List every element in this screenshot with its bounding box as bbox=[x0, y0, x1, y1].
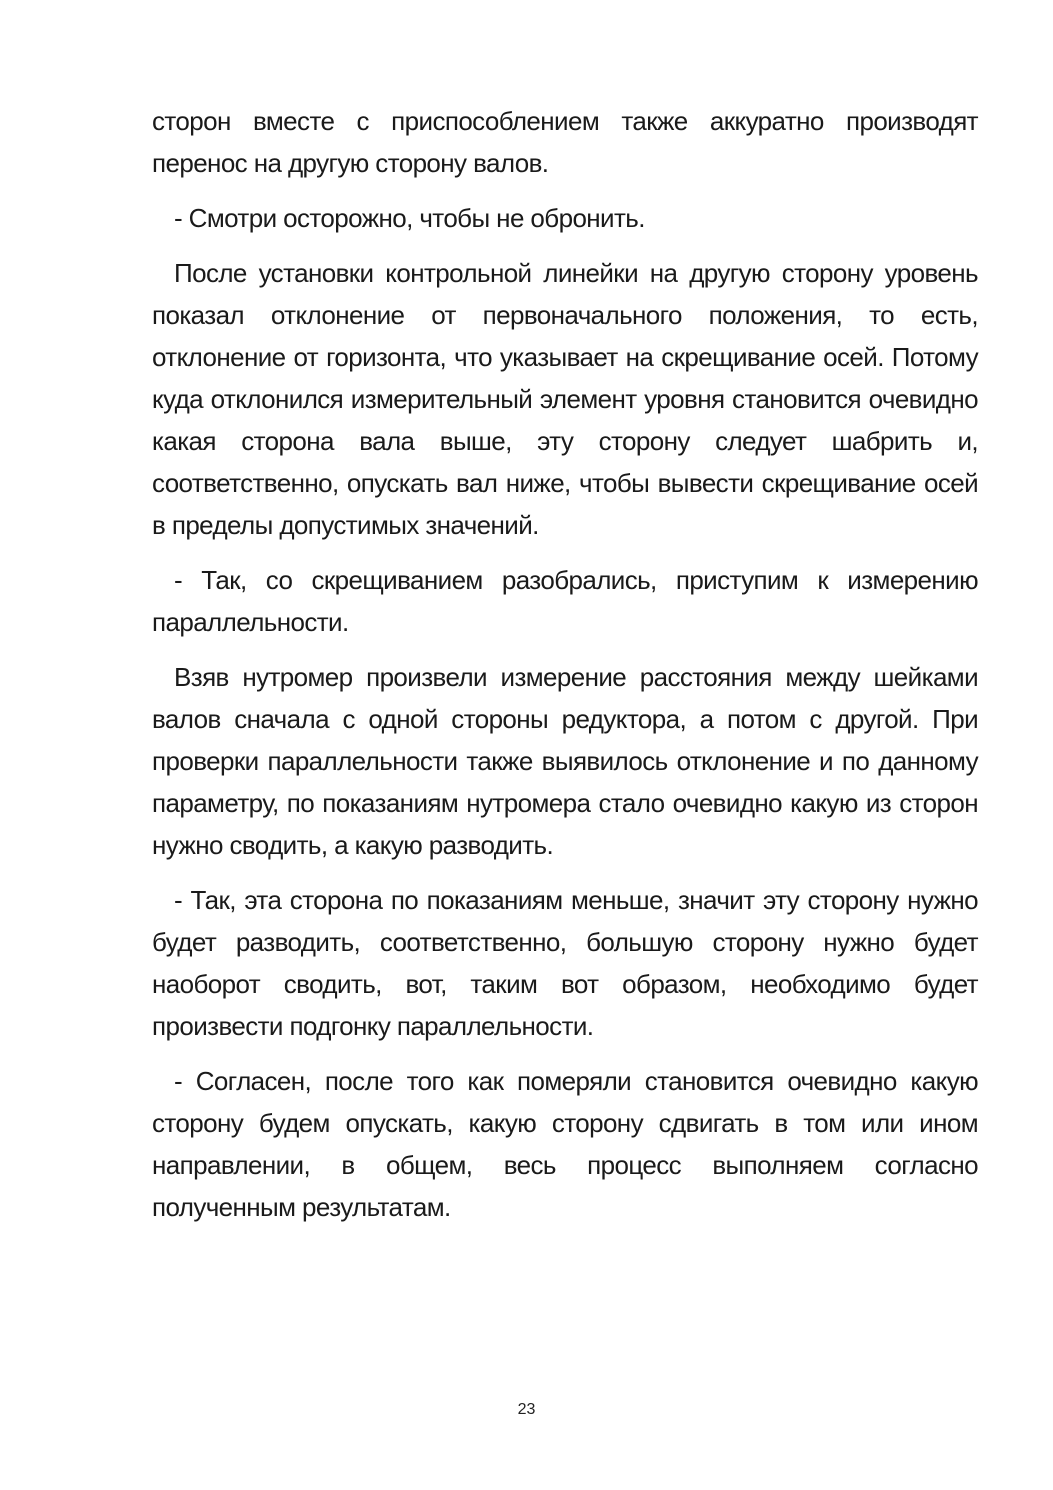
paragraph: Взяв нутромер произвели измерение расстояния между шейками валов сначала с одной стороны редуктора, а потом с другой. При проверки параллельности также выявилось отклонение и по данному параметру, по показаниям нутромера стало очевидно какую из сторон нужно сводить, а какую разводить. bbox=[152, 662, 978, 860]
dialogue-line: - Так, эта сторона по показаниям меньше, значит эту сторону нужно будет разводить, соответственно, большую сторону нужно будет наоборот сводить, вот, таким вот образом, необходимо будет произвести подгонку параллельности. bbox=[152, 885, 978, 1041]
paragraph-continuation: сторон вместе с приспособлением также аккуратно производят перенос на другую сторону валов. bbox=[152, 106, 978, 178]
page-number: 23 bbox=[517, 1401, 536, 1418]
dialogue-line: - Согласен, после того как померяли становится очевидно какую сторону будем опускать, какую сторону сдвигать в том или ином направлении, в общем, весь процесс выполняем согласно полученным результатам. bbox=[152, 1066, 978, 1222]
dialogue-line: - Так, со скрещиванием разобрались, приступим к измерению параллельности. bbox=[152, 565, 978, 637]
document-body bbox=[152, 100, 978, 1241]
dialogue-line: - Смотри осторожно, чтобы не обронить. bbox=[174, 203, 645, 233]
paragraph: После установки контрольной линейки на другую сторону уровень показал отклонение от первоначального положения, то есть, отклонение от горизонта, что указывает на скрещивание осей. Потому куда отклонился измерительный элемент уровня становится очевидно какая сторона вала выше, эту сторону следует шабрить и, соответственно, опускать вал ниже, чтобы вывести скрещивание осей в пределы допустимых значений. bbox=[152, 258, 978, 540]
